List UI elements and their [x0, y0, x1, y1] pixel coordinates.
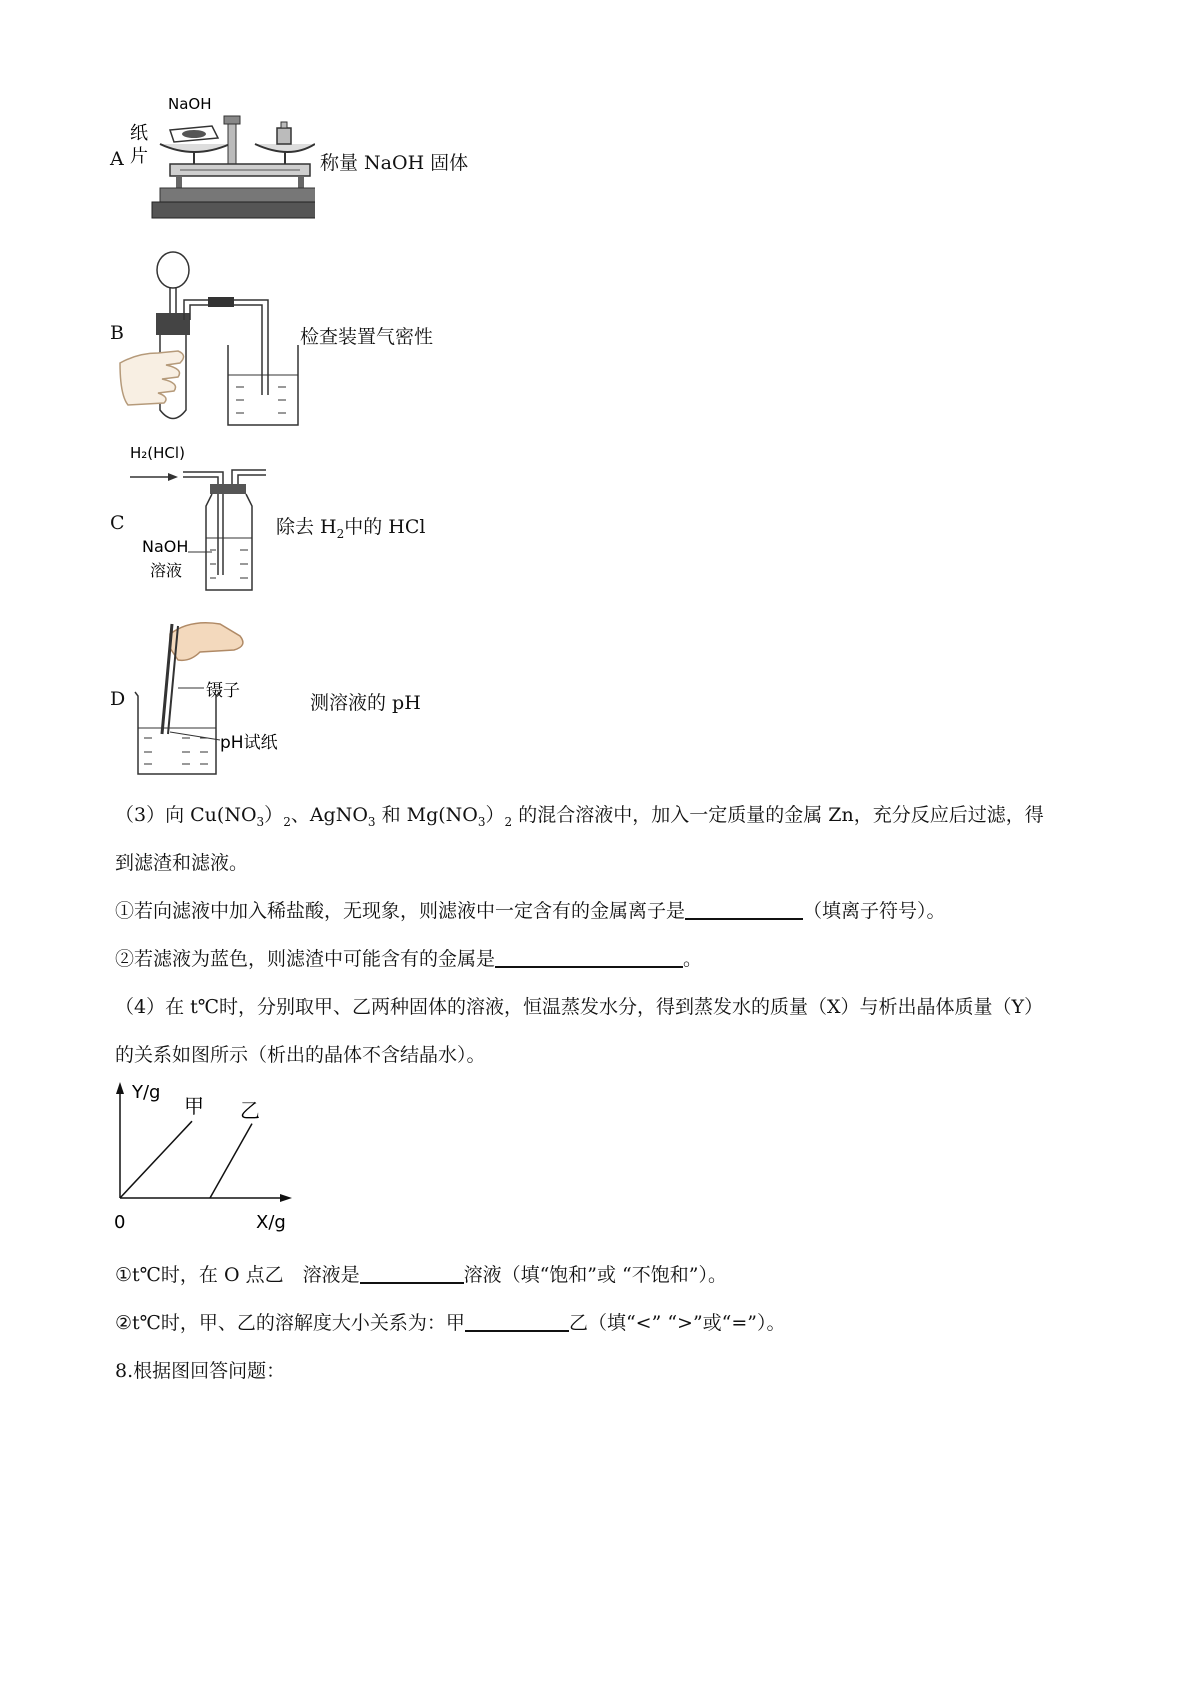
q3-sub2 [115, 944, 1105, 971]
q8-heading: 8.根据图回答问题： [115, 1360, 286, 1382]
option-a-letter: A [110, 148, 124, 170]
q3-sub-4: 3 [477, 814, 486, 829]
naoh-label: NaOH [168, 95, 212, 113]
series-line-2 [210, 1124, 252, 1198]
q3-intro-a: （3）向 Cu(NO [115, 804, 257, 826]
q3-sub-5: 2 [504, 814, 513, 829]
option-b-label: 检查装置气密性 [300, 326, 434, 348]
evaporation-chart [108, 1078, 318, 1238]
q4-sub1 [115, 1260, 1105, 1287]
paper-label-2: 片 [130, 146, 148, 167]
option-c-letter: C [110, 512, 125, 534]
q4-line2: 的关系如图所示（析出的晶体不含结晶水）。 [115, 1044, 486, 1066]
q4-blank-1[interactable] [360, 1262, 464, 1284]
q3-blank-2[interactable] [495, 946, 683, 968]
naoh-solution-label-1: NaOH [142, 537, 189, 556]
option-c-label-post: 中的 HCl [344, 516, 426, 538]
y-axis-label: Y/g [132, 1082, 161, 1103]
option-d-label: 测溶液的 pH [310, 692, 421, 714]
x-axis-arrow [280, 1194, 292, 1202]
airtightness-figure [118, 245, 303, 430]
q4-sub1-pre: ①t℃时，在 O 点乙 溶液是 [115, 1264, 360, 1286]
q3-sub1-post: （填离子符号）。 [803, 900, 946, 922]
origin-label: 0 [114, 1212, 126, 1233]
gas-washing-figure [128, 440, 278, 600]
q3-intro [115, 800, 1105, 829]
option-c-label [276, 512, 425, 541]
q3-intro-i: ） [485, 804, 505, 826]
ph-paper-label: pH试纸 [220, 733, 278, 753]
tweezers-label: 镊子 [206, 681, 240, 701]
q4-blank-2[interactable] [465, 1310, 569, 1332]
y-axis-arrow [116, 1082, 124, 1094]
q3-blank-1[interactable] [685, 898, 803, 920]
paper-label-1: 纸 [130, 123, 148, 144]
q4-sub2 [115, 1308, 1105, 1335]
q4-line1: （4）在 t℃时，分别取甲、乙两种固体的溶液，恒温蒸发水分，得到蒸发水的质量（X）与析出晶体质量（Y） [115, 996, 1044, 1018]
q3-line2: 到滤渣和滤液。 [115, 852, 249, 874]
q3-intro-c: ） [264, 804, 284, 826]
q3-intro-e: 、AgNO [290, 804, 368, 826]
x-axis-label: X/g [256, 1212, 286, 1233]
option-c-label-sub: 2 [336, 526, 345, 541]
balance-figure [130, 92, 315, 222]
q3-sub2-post: 。 [683, 948, 703, 970]
series-label-2: 乙 [240, 1098, 260, 1123]
naoh-solution-label-2: 溶液 [150, 561, 183, 580]
option-a-label: 称量 NaOH 固体 [320, 152, 469, 174]
q3-sub-3: 3 [367, 814, 376, 829]
q4-sub1-post: 溶液（填“饱和”或 “不饱和”）。 [463, 1264, 727, 1286]
series-line-1 [120, 1121, 192, 1198]
option-d-letter: D [110, 688, 126, 710]
q3-sub2-pre: ②若滤液为蓝色，则滤渣中可能含有的金属是 [115, 948, 496, 970]
ph-test-figure [130, 614, 300, 779]
gas-label: H₂(HCl) [130, 444, 185, 462]
q3-sub1-pre: ①若向滤液中加入稀盐酸，无现象，则滤液中一定含有的金属离子是 [115, 900, 686, 922]
q4-sub2-pre: ②t℃时，甲、乙的溶解度大小关系为：甲 [115, 1312, 465, 1334]
q3-sub-1: 3 [256, 814, 265, 829]
q3-intro-k: 的混合溶液中，加入一定质量的金属 Zn，充分反应后过滤，得 [512, 804, 1044, 826]
q3-sub-2: 2 [283, 814, 291, 829]
q4-sub2-post: 乙（填“<” “>”或“=”）。 [568, 1312, 786, 1334]
option-b-letter: B [110, 322, 124, 344]
option-c-label-pre: 除去 H [276, 516, 337, 538]
series-label-1: 甲 [184, 1094, 204, 1119]
q3-sub1 [115, 896, 1105, 923]
q3-intro-g: 和 Mg(NO [375, 804, 478, 826]
